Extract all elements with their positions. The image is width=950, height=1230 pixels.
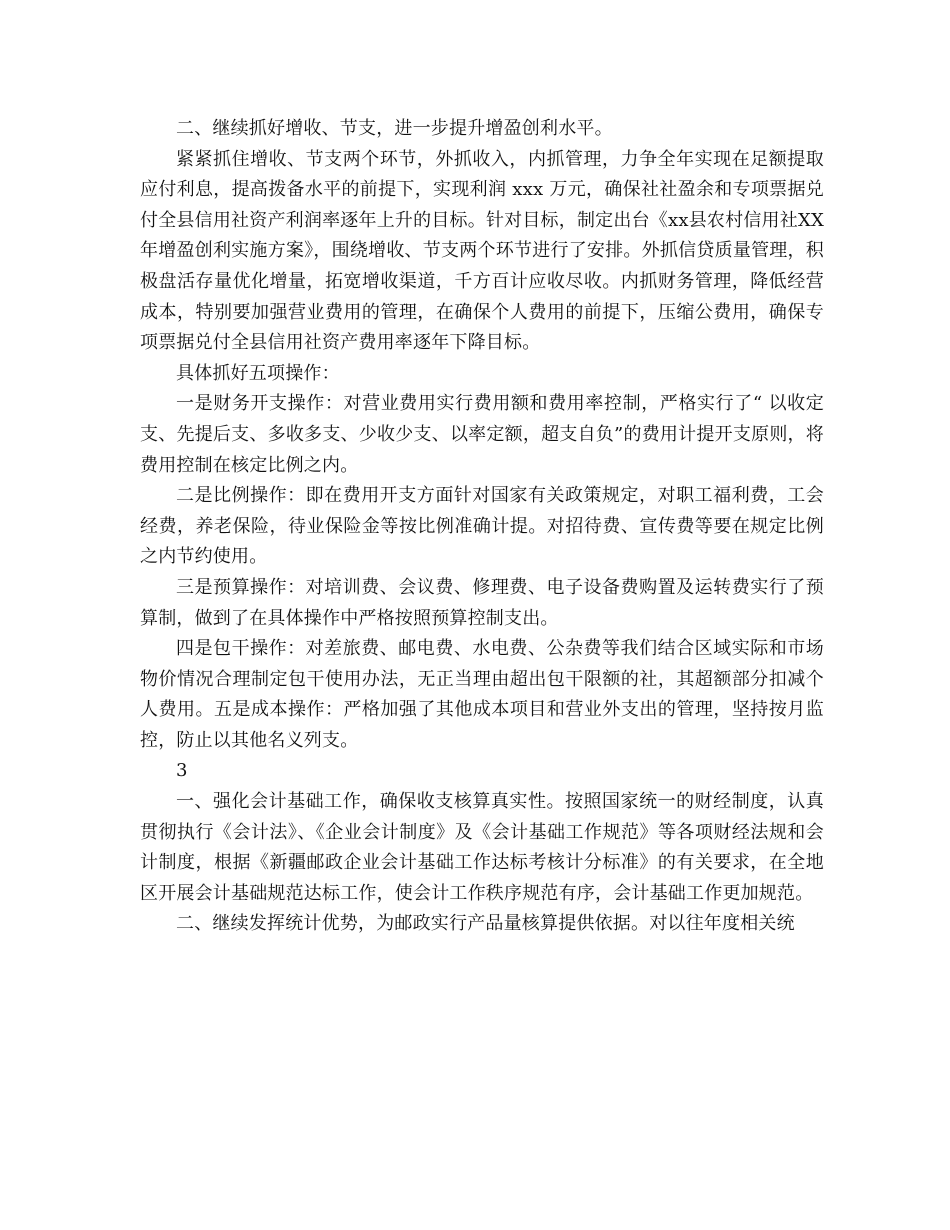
paragraph-ratio-operation: 二是比例操作：即在费用开支方面针对国家有关政策规定，对职工福利费，工会经费，养老保险，待业保险金等按比例准确计提。对招待费、宣传费等要在规定比例之内节约使用。 — [140, 485, 824, 568]
paragraph-accounting-foundation: 一、强化会计基础工作，确保收支核算真实性。按照国家统一的财经制度，认真贯彻执行《会计法》、《企业会计制度》及《会计基础工作规范》等各项财经法规和会计制度，根据《新疆邮政企业会计基础工作达标考核计分标准》的有关要求，在全地区开展会计基础规范达标工作，使会计工作秩序规范有序，会计基础工作更加规范。 — [140, 791, 824, 904]
paragraph-budget-operation: 三是预算操作：对培训费、会议费、修理费、电子设备费购置及运转费实行了预算制，做到了在具体操作中严格按照预算控制支出。 — [140, 576, 824, 629]
paragraph-profit-plan: 紧紧抓住增收、节支两个环节，外抓收入，内抓管理，力争全年实现在足额提取应付利息，提高拨备水平的前提下，实现利润 xxx 万元，确保社社盈余和专项票据兑付全县信用社资产利润率逐年上升的目标。针对目标，制定出台《xx县农村信用社XX年增盈创利实施方案》，围绕增收、节支两个环节进行了安排。外抓信贷质量管理，积极盘活存量优化增量，拓宽增收渠道，千方百计应收尽收。内抓财务管理，降低经营成本，特别要加强营业费用的管理，在确保个人费用的前提下，压缩公费用，确保专项票据兑付全县信用社资产费用率逐年下降目标。 — [140, 148, 824, 354]
paragraph-five-operations-intro: 具体抓好五项操作： — [176, 362, 340, 384]
section-heading-increase-profit: 二、继续抓好增收、节支，进一步提升增盈创利水平。 — [176, 118, 613, 139]
paragraph-statistics-advantage: 二、继续发挥统计优势，为邮政实行产品量核算提供依据。对以往年度相关统 — [176, 913, 795, 935]
document-body — [140, 114, 824, 940]
paragraph-finance-expense-operation: 一是财务开支操作：对营业费用实行费用额和费用率控制，严格实行了“ 以收定支、先提后支、多收多支、少收少支、以率定额，超支自负”的费用计提开支原则，将费用控制在核定比例之内。 — [140, 393, 824, 476]
section-number: 3 — [176, 760, 188, 782]
paragraph-contract-and-cost-operation: 四是包干操作：对差旅费、邮电费、水电费、公杂费等我们结合区域实际和市场物价情况合理制定包干使用办法，无正当理由超出包干限额的社，其超额部分扣减个人费用。五是成本操作：严格加强了其他成本项目和营业外支出的管理，坚持按月监控，防止以其他名义列支。 — [140, 638, 824, 751]
